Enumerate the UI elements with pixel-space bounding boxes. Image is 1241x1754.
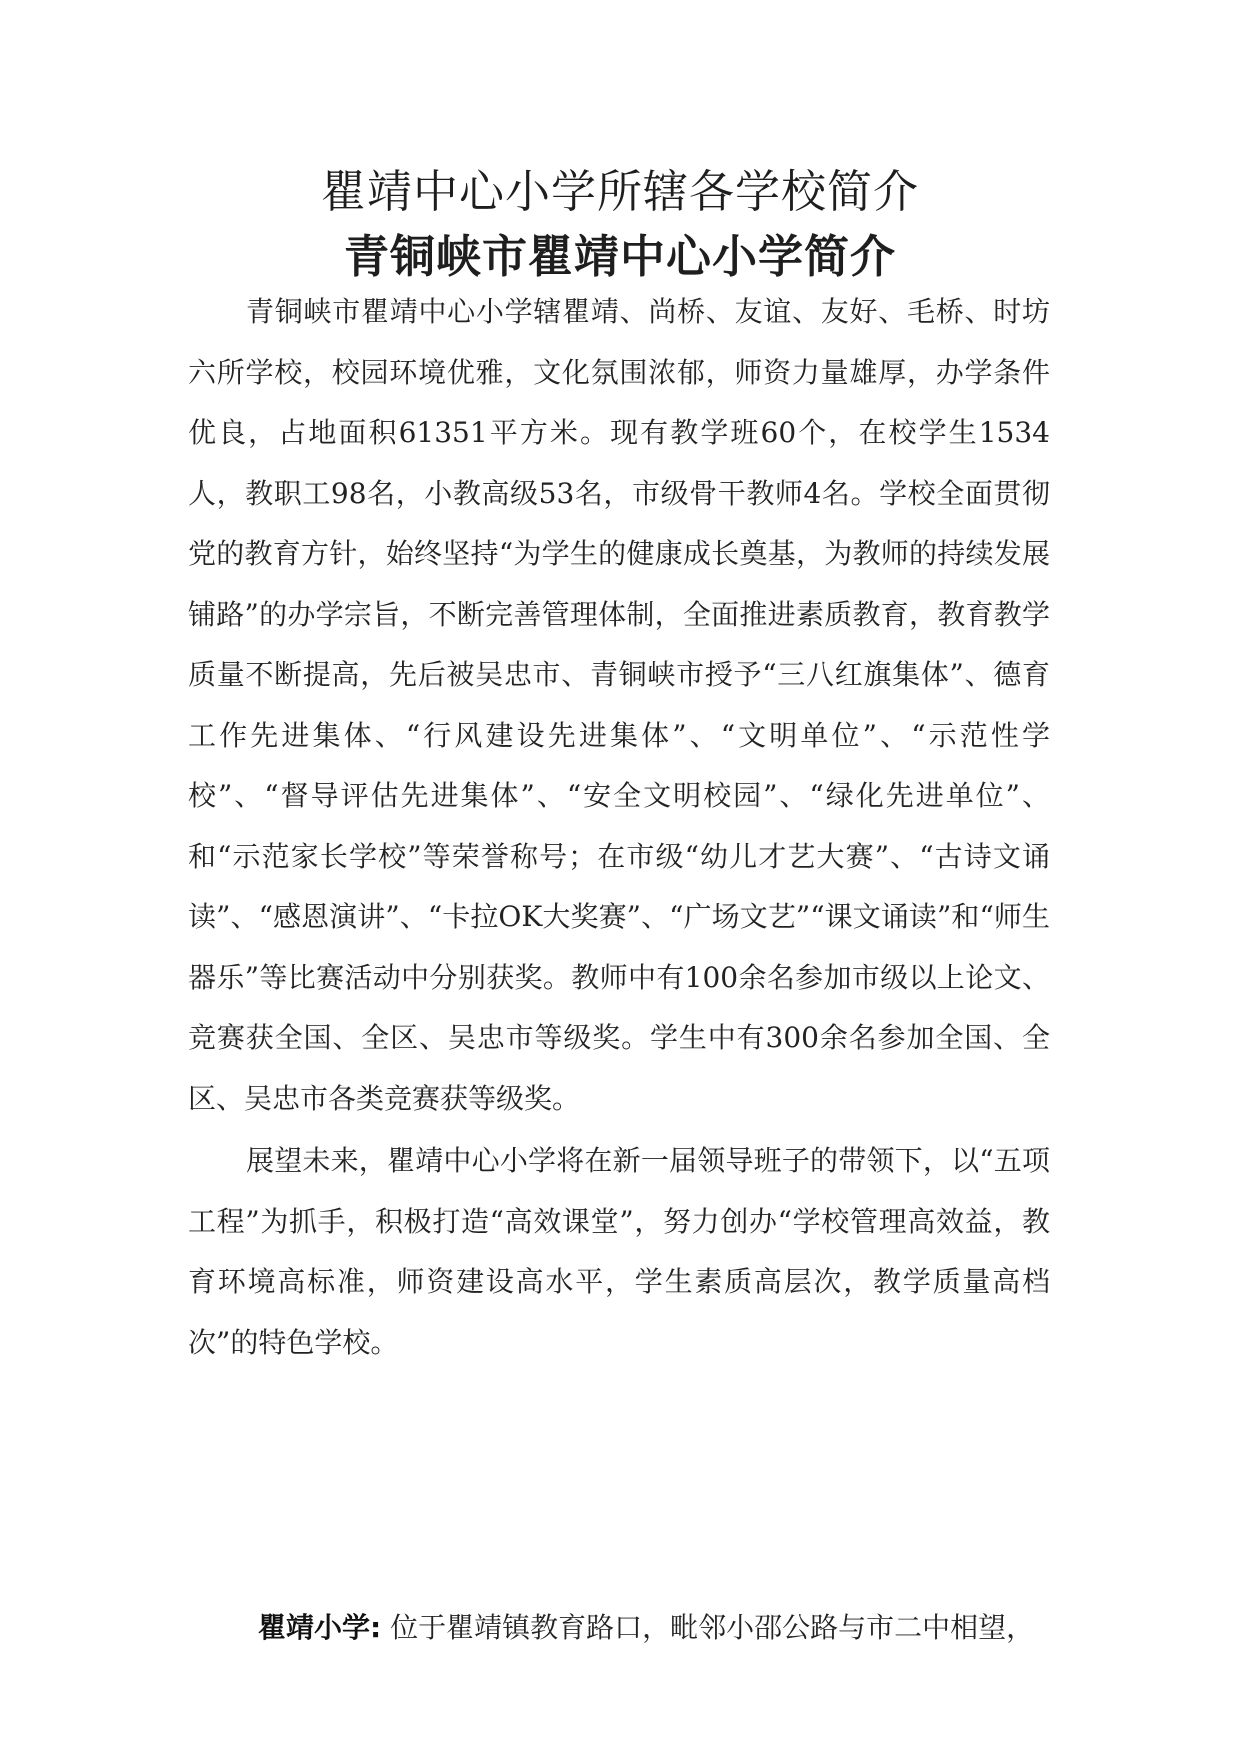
- school-description: 位于瞿靖镇教育路口，毗邻小邵公路与市二中相望，: [390, 1611, 1035, 1644]
- document-subtitle: 青铜峡市瞿靖中心小学简介: [343, 230, 896, 283]
- intro-paragraph: 青铜峡市瞿靖中心小学辖瞿靖、尚桥、友谊、友好、毛桥、时坊六所学校，校园环境优雅，文化氛围浓郁，师资力量雄厚，办学条件优良，占地面积61351平方米。现有教学班60个，在校学生1534人，教职工98名，小教高级53名，市级骨干教师4名。学校全面贯彻党的教育方针，始终坚持“为学生的健康成长奠基，为教师的持续发展铺路”的办学宗旨，不断完善管理体制，全面推进素质教育，教育教学质量不断提高，先后被吴忠市、青铜峡市授予“三八红旗集体”、德育工作先进集体、“行风建设先进集体”、“文明单位”、“示范性学校”、“督导评估先进集体”、“安全文明校园”、“绿化先进单位”、和“示范家长学校”等荣誉称号；在市级“幼儿才艺大赛”、“古诗文诵读”、“感恩演讲”、“卡拉OK大奖赛”、“广场文艺”“课文诵读”和“师生器乐”等比赛活动中分别获奖。教师中有100余名参加市级以上论文、竞赛获全国、全区、吴忠市等级奖。学生中有300余名参加全国、全区、吴忠市各类竞赛获等级奖。: [188, 295, 1050, 1115]
- document-title: 瞿靖中心小学所辖各学校简介: [320, 165, 919, 218]
- document-body: [188, 282, 1050, 1373]
- school-name: 瞿靖小学:: [258, 1611, 382, 1644]
- school-entry: [188, 1598, 1050, 1658]
- outlook-paragraph: 展望未来，瞿靖中心小学将在新一届领导班子的带领下，以“五项工程”为抓手，积极打造“高效课堂”，努力创办“学校管理高效益，教育环境高标准，师资建设高水平，学生素质高层次，教学质量高档次”的特色学校。: [188, 1144, 1050, 1359]
